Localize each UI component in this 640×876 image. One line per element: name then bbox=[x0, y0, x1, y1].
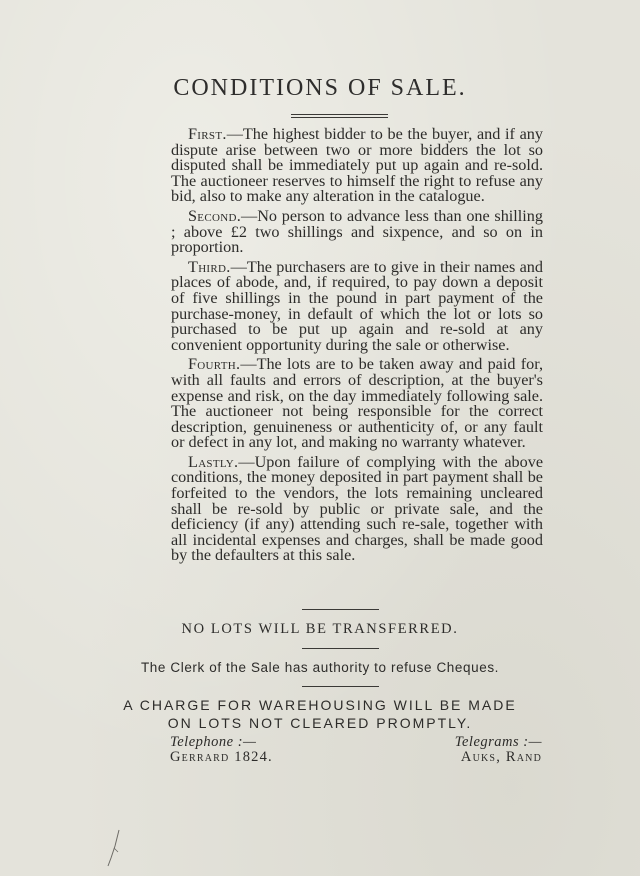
telegrams-label: Telegrams :— bbox=[454, 734, 542, 750]
telegrams-block bbox=[455, 735, 542, 765]
condition-lastly bbox=[171, 452, 543, 565]
title-divider bbox=[291, 114, 388, 118]
condition-lead: Second. bbox=[188, 206, 242, 225]
section-divider bbox=[302, 609, 379, 610]
warehousing-notice bbox=[0, 696, 640, 732]
condition-lead: Fourth. bbox=[188, 355, 241, 374]
section-divider bbox=[302, 648, 379, 649]
condition-fourth bbox=[171, 357, 543, 451]
condition-lead: First. bbox=[188, 125, 227, 143]
pencil-mark bbox=[105, 828, 123, 868]
telephone-block bbox=[170, 735, 273, 765]
warehousing-line: A CHARGE FOR WAREHOUSING WILL BE MADE bbox=[123, 697, 517, 713]
condition-text: —The purchasers are to give in their names and places of abode, and, if required, to pay down a deposit of five shillings in the pound in part payment of the purchase-money, in default of which the lot or lots so purchased to be put up again and re-sold at any convenient opportunity during the sale or otherwise. bbox=[171, 257, 543, 354]
conditions-list bbox=[171, 127, 543, 568]
telephone-number: Gerrard 1824. bbox=[170, 749, 273, 765]
condition-second bbox=[171, 206, 543, 257]
no-transfer-notice: NO LOTS WILL BE TRANSFERRED. bbox=[181, 621, 459, 637]
cheques-notice: The Clerk of the Sale has authority to refuse Cheques. bbox=[140, 660, 500, 675]
condition-lead: Third. bbox=[188, 257, 231, 276]
condition-first bbox=[171, 127, 543, 205]
condition-lead: Lastly. bbox=[188, 452, 239, 471]
condition-text: —No person to advance less than one shilling ; above £2 two shillings and sixpence, and so on in proportion. bbox=[171, 206, 543, 257]
telephone-label: Telephone :— bbox=[170, 734, 257, 750]
condition-text: —Upon failure of complying with the above conditions, the money deposited in part payment shall be forfeited to the vendors, the lots remaining uncleared shall be re-sold by public or private sale, and the deficiency (if any) attending such re-sale, together with all incidental expenses and charges, shall be made good by the defaulters at this sale. bbox=[171, 452, 543, 565]
telegrams-address: Auks, Rand bbox=[460, 749, 542, 765]
condition-text: —The lots are to be taken away and paid for, with all faults and errors of description, at the buyer's expense and risk, on the day immediately following sale. The auctioneer not being responsible for the correct description, genuineness or authenticity of, or any fault or defect in any lot, and making no warranty whatever. bbox=[171, 355, 543, 452]
warehousing-line: ON LOTS NOT CLEARED PROMPTLY. bbox=[167, 715, 473, 731]
condition-third bbox=[171, 257, 543, 354]
page-title: CONDITIONS OF SALE. bbox=[173, 75, 467, 101]
condition-text: —The highest bidder to be the buyer, and if any dispute arise between two or more bidders the lot so disputed shall be immediately put up again and re-sold. The auctioneer reserves to himself the right to refuse any bid, also to make any alteration in the catalogue. bbox=[171, 125, 543, 206]
section-divider bbox=[302, 686, 379, 687]
